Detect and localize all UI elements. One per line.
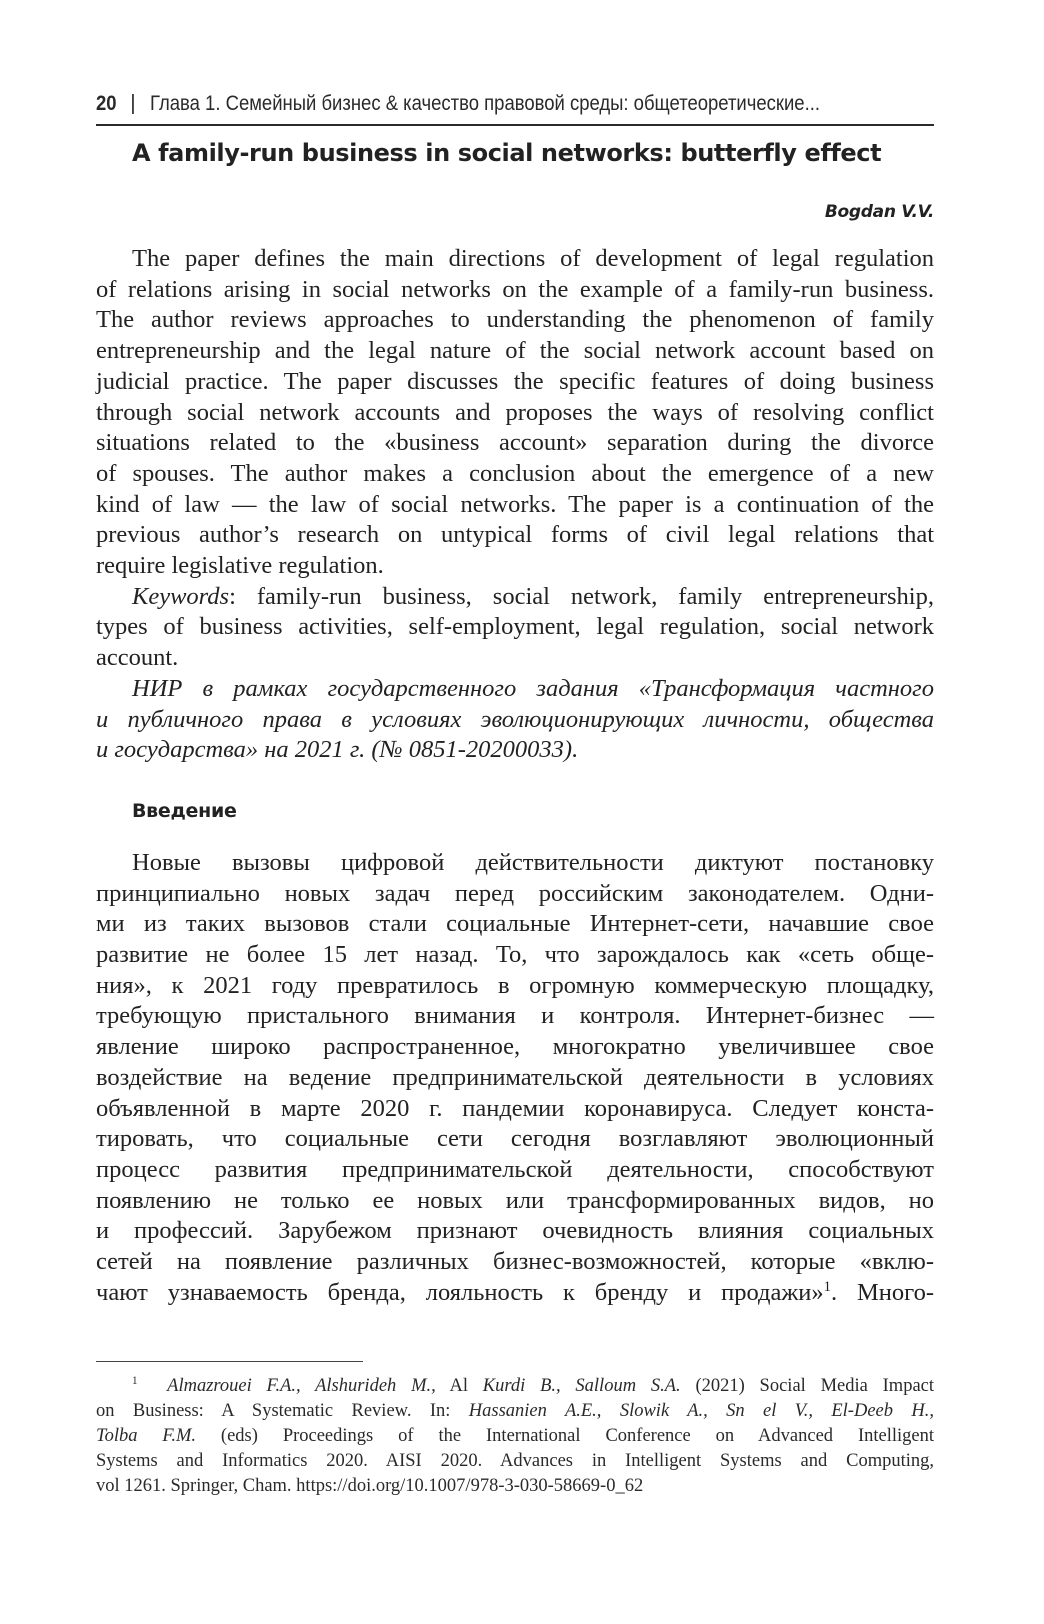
- abstract-line: situations related to the «business account» separation during the divorce: [96, 429, 934, 457]
- intro-line: принципиально новых задач перед российским законодателем. Одни-: [96, 879, 934, 907]
- footnote-reference[interactable]: 1: [823, 1278, 831, 1295]
- footnote-authors: Al: [435, 1376, 483, 1396]
- abstract-line: entrepreneurship and the legal nature of the social network account based on: [96, 337, 934, 365]
- abstract-line: through social network accounts and proposes the ways of resolving conflict: [96, 398, 934, 426]
- intro-line: объявленной в марте 2020 г. пандемии коронавируса. Следует конста-: [96, 1094, 934, 1122]
- footnote-doi-link[interactable]: vol 1261. Springer, Cham. https://doi.org/10.1007/978-3-030-58669-0_62: [96, 1476, 644, 1496]
- abstract-line: The author reviews approaches to understanding the phenomenon of family: [96, 306, 934, 334]
- keywords-line: types of business activities, self-employment, legal regulation, social network: [96, 613, 934, 641]
- header-separator: [132, 94, 134, 114]
- footnote-authors: Almazrouei F.A., Alshurideh M.,: [167, 1376, 436, 1396]
- section-heading-introduction: Введение: [132, 799, 237, 822]
- abstract-line: of relations arising in social networks on the example of a family-run business.: [96, 275, 934, 303]
- intro-line: требующую пристального внимания и контроля. Интернет-бизнес —: [96, 1002, 934, 1030]
- intro-text: . Много-: [830, 1278, 934, 1306]
- intro-line: развитие не более 15 лет назад. То, что зарождалось как «сеть обще-: [96, 941, 934, 969]
- abstract-line: judicial practice. The paper discusses the specific features of doing business: [96, 367, 934, 395]
- introduction-paragraph: [96, 848, 934, 1309]
- abstract-line: of spouses. The author makes a conclusion about the emergence of a new: [96, 459, 934, 487]
- footnote-text: (eds) Proceedings of the International Conference on Advanced Intelligent: [195, 1426, 934, 1446]
- footnote-number: 1: [132, 1374, 138, 1387]
- header-rule: [96, 124, 934, 126]
- abstract: [96, 244, 934, 582]
- keywords-text: : family-run business, social network, family entrepreneurship,: [229, 582, 934, 610]
- intro-line: ния», к 2021 году превратилось в огромную коммерческую площадку,: [96, 971, 934, 999]
- keywords-line: [96, 582, 934, 613]
- keywords: [96, 582, 934, 674]
- footnote-separator: [96, 1361, 363, 1363]
- footnote: [96, 1374, 934, 1499]
- abstract-line: require legislative regulation.: [96, 552, 384, 580]
- footnote-authors: Kurdi B., Salloum S.A.: [482, 1376, 681, 1396]
- intro-line: Новые вызовы цифровой действительности диктуют постановку: [132, 848, 934, 876]
- intro-line: и профессий. Зарубежом признают очевидность влияния социальных: [96, 1217, 934, 1245]
- abstract-line: kind of law — the law of social networks. The paper is a continuation of the: [96, 490, 934, 518]
- intro-line: воздействие на ведение предпринимательской деятельности в условиях: [96, 1063, 934, 1091]
- intro-line: сетей на появление различных бизнес-возможностей, которые «вклю-: [96, 1248, 934, 1276]
- abstract-line: The paper defines the main directions of development of legal regulation: [132, 245, 934, 272]
- intro-line: процесс развития предпринимательской деятельности, способствуют: [96, 1155, 934, 1183]
- page-number: 20: [96, 92, 117, 115]
- funding-line: и государства» на 2021 г. (№ 0851-20200033).: [96, 736, 579, 764]
- footnote-editors: Hassanien A.E., Slowik A., Sn el V., El-Deeb H.,: [468, 1401, 934, 1421]
- article-title: A family-run business in social networks: butterfly effect: [132, 139, 882, 167]
- footnote-text: on Business: A Systematic Review. In:: [96, 1401, 469, 1421]
- footnote-editors: Tolba F.M.: [96, 1426, 196, 1446]
- document-page: [96, 80, 934, 1499]
- intro-line: тировать, что социальные сети сегодня возглавляют эволюционный: [96, 1125, 934, 1153]
- intro-line: явление широко распространенное, многократно увеличившее свое: [96, 1033, 934, 1061]
- footnote-line: Systems and Informatics 2020. AISI 2020. Advances in Intelligent Systems and Computing,: [96, 1451, 934, 1471]
- running-head: [96, 80, 934, 122]
- funding-line: и публичного права в условиях эволюционирующих личности, общества: [96, 705, 934, 733]
- article-author: Bogdan V.V.: [824, 202, 934, 222]
- chapter-title: Глава 1. Семейный бизнес & качество правовой среды: общетеоретические...: [149, 92, 820, 115]
- intro-line: появлению не только ее новых или трансформированных видов, но: [96, 1186, 934, 1214]
- keywords-label: Keywords: [132, 582, 230, 610]
- funding-note: [96, 674, 934, 766]
- footnote-line: [96, 1424, 934, 1449]
- footnote-line: [96, 1374, 934, 1399]
- intro-text: чают узнаваемость бренда, лояльность к бренду и продажи»: [96, 1278, 824, 1306]
- intro-line: ми из таких вызовов стали социальные Интернет-сети, начавшие свое: [96, 910, 934, 938]
- abstract-line: previous author’s research on untypical forms of civil legal relations that: [96, 521, 934, 549]
- funding-line: НИР в рамках государственного задания «Трансформация частного: [132, 674, 934, 702]
- intro-line: [96, 1278, 934, 1309]
- footnote-text: (2021) Social Media Impact: [680, 1376, 935, 1396]
- keywords-line: account.: [96, 644, 179, 672]
- footnote-line: [96, 1399, 934, 1424]
